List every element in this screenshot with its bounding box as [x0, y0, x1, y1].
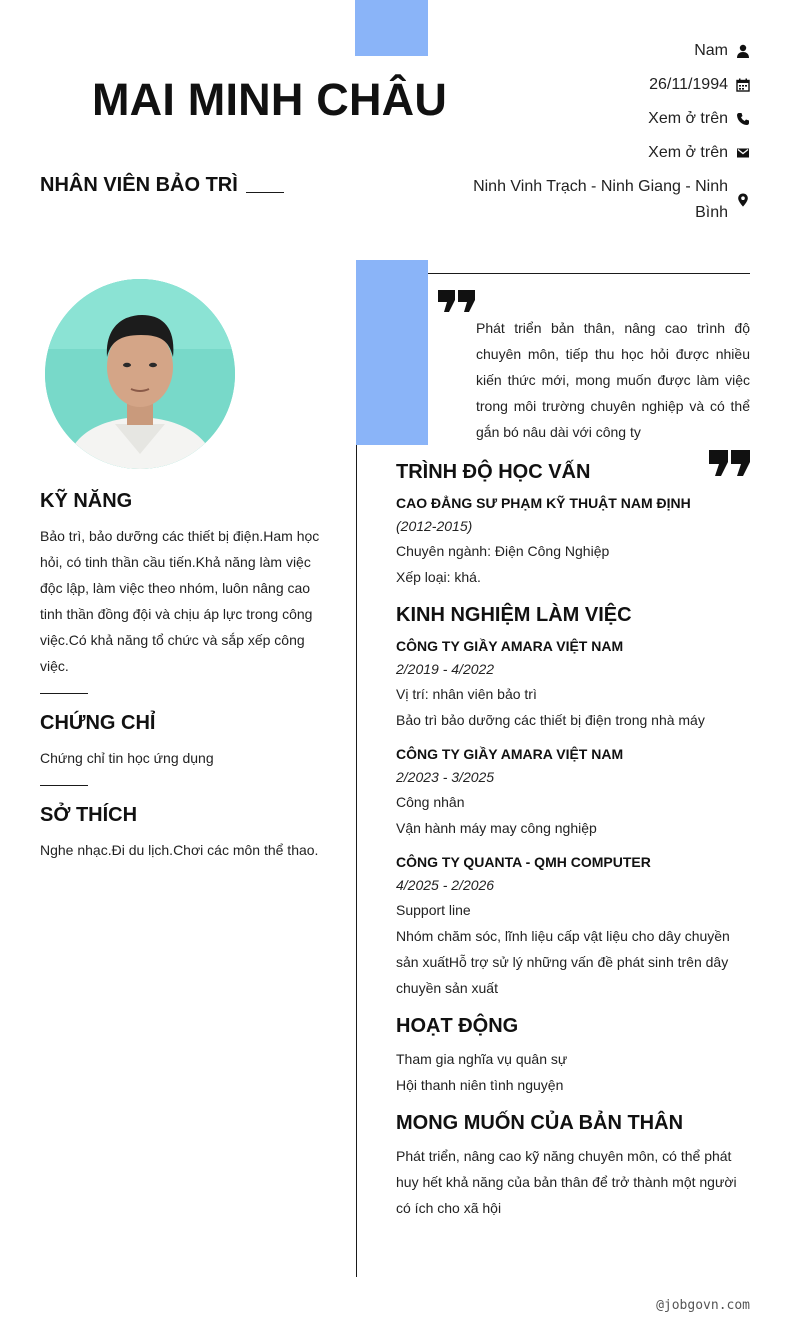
education-title: TRÌNH ĐỘ HỌC VẤN [396, 461, 591, 483]
right-column [396, 461, 750, 1235]
quote-top-rule [428, 273, 750, 274]
quote-open-icon [438, 290, 476, 312]
contact-birthday [649, 72, 750, 98]
experience-item [396, 635, 750, 733]
column-divider [356, 445, 357, 1277]
education-major: Chuyên ngành: Điện Công Nghiệp [396, 543, 610, 559]
skills-section [40, 490, 320, 679]
phone-value: Xem ở trên [648, 110, 728, 127]
activity-item: Tham gia nghĩa vụ quân sự [396, 1051, 568, 1067]
work-period: 4/2025 - 2/2026 [396, 877, 495, 893]
location-pin-icon [736, 193, 750, 207]
company-name: CÔNG TY GIẦY AMARA VIỆT NAM [396, 746, 624, 762]
profile-photo [45, 279, 235, 469]
footer-credit: @jobgovn.com [656, 1298, 750, 1313]
candidate-name: MAI MINH CHÂU [92, 74, 448, 125]
skills-text: Bảo trì, bảo dưỡng các thiết bị điện.Ham học hỏi, có tinh thần cầu tiến.Khả năng làm việc độc lập, làm việc theo nhóm, luôn nâng cao tinh thần đồng đội và chịu áp lực trong công việc.Có khả năng tổ chức và sắp xếp công việc. [40, 528, 320, 674]
company-name: CÔNG TY GIẦY AMARA VIỆT NAM [396, 638, 624, 654]
education-grade: Xếp loại: khá. [396, 569, 481, 585]
job-title-underline [246, 192, 284, 193]
certificates-section [40, 712, 320, 771]
aspiration-title: MONG MUỐN CỦA BẢN THÂN [396, 1112, 684, 1134]
work-role: Support line [396, 902, 471, 918]
address-value: Ninh Vinh Trạch - Ninh Giang - Ninh Bình [473, 178, 728, 221]
experience-item [396, 851, 750, 1001]
user-icon [736, 44, 750, 58]
section-divider [40, 785, 88, 786]
contact-phone [648, 106, 750, 132]
work-role: Công nhân [396, 794, 465, 810]
hobbies-section [40, 804, 320, 863]
contact-gender [694, 38, 750, 64]
accent-block-top [355, 0, 428, 56]
work-description: Bảo trì bảo dưỡng các thiết bị điện trong nhà máy [396, 712, 705, 728]
job-title: NHÂN VIÊN BẢO TRÌ [40, 174, 238, 196]
skills-title: KỸ NĂNG [40, 490, 133, 512]
birthday-value: 26/11/1994 [649, 76, 728, 93]
phone-icon [736, 112, 750, 126]
experience-section [396, 604, 750, 1001]
contact-email [648, 140, 750, 166]
work-period: 2/2019 - 4/2022 [396, 661, 495, 677]
email-value: Xem ở trên [648, 144, 728, 161]
hobbies-text: Nghe nhạc.Đi du lịch.Chơi các môn thể thao. [40, 842, 319, 858]
section-divider [40, 693, 88, 694]
company-name: CÔNG TY QUANTA - QMH COMPUTER [396, 854, 651, 870]
work-description: Vận hành máy may công nghiệp [396, 820, 597, 836]
accent-block-middle [356, 260, 428, 445]
activity-item: Hội thanh niên tình nguyện [396, 1077, 564, 1093]
experience-title: KINH NGHIỆM LÀM VIỆC [396, 604, 632, 626]
gender-value: Nam [694, 42, 728, 59]
aspiration-text: Phát triển, nâng cao kỹ năng chuyên môn, có thể phát huy hết khả năng của bản thân để trở thành một người có ích cho xã hội [396, 1148, 737, 1216]
certificates-text: Chứng chỉ tin học ứng dụng [40, 750, 214, 766]
activities-title: HOẠT ĐỘNG [396, 1015, 519, 1037]
work-period: 2/2023 - 3/2025 [396, 769, 495, 785]
mail-icon [736, 146, 750, 160]
work-description: Nhóm chăm sóc, lĩnh liệu cấp vật liệu cho dây chuyền sản xuấtHỗ trợ sử lý những vấn đề phát sinh trên dây chuyền sản xuất [396, 928, 730, 996]
contact-address [460, 174, 750, 226]
certificates-title: CHỨNG CHỈ [40, 712, 156, 734]
education-period: (2012-2015) [396, 518, 473, 534]
school-name: CAO ĐẲNG SƯ PHẠM KỸ THUẬT NAM ĐỊNH [396, 495, 691, 511]
left-column [40, 490, 320, 863]
objective-text: Phát triển bản thân, nâng cao trình độ chuyên môn, tiếp thu học hỏi được nhiều kiến thức mới, mong muốn được làm việc trong môi trường chuyên nghiệp và có thể gắn bó nâu dài với công ty [476, 320, 750, 440]
hobbies-title: SỞ THÍCH [40, 804, 138, 826]
aspiration-section [396, 1112, 750, 1221]
education-section [396, 461, 750, 590]
activities-section [396, 1015, 750, 1098]
experience-item [396, 743, 750, 841]
work-role: Vị trí: nhân viên bảo trì [396, 686, 537, 702]
calendar-icon [736, 78, 750, 92]
